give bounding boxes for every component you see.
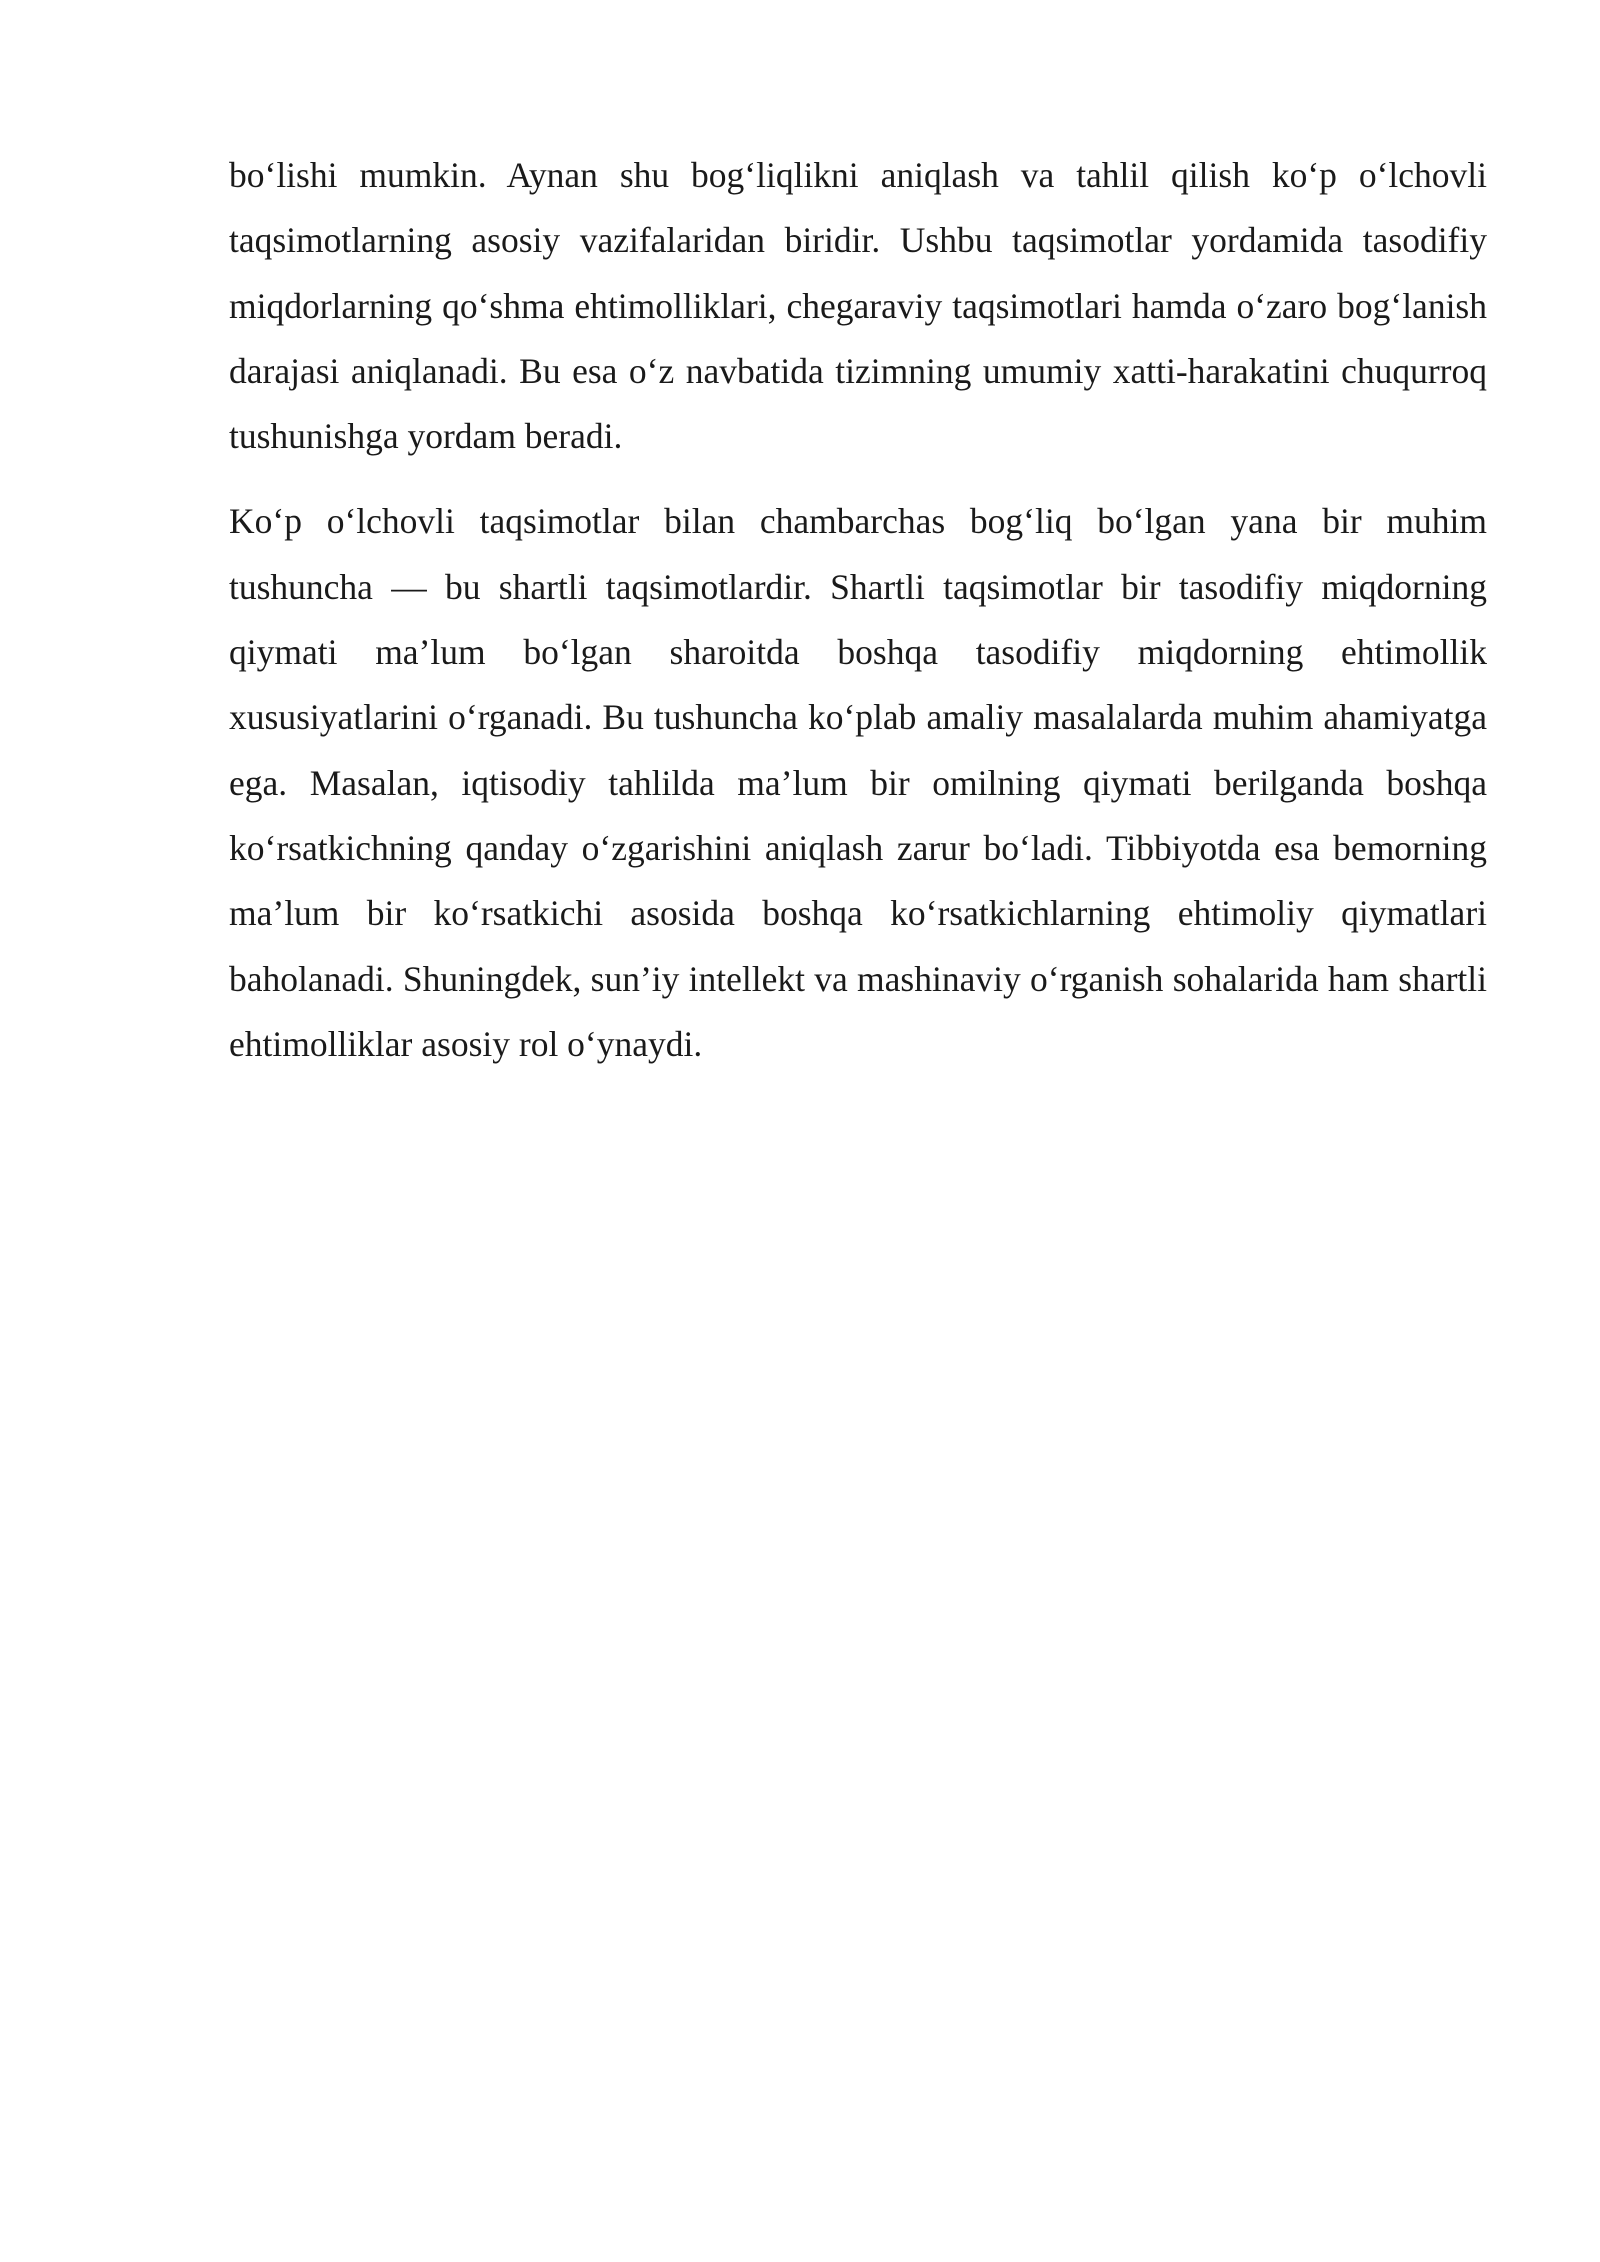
paragraph-2: Ko‘p o‘lchovli taqsimotlar bilan chambarchas bog‘liq bo‘lgan yana bir muhim tushuncha — bu shartli taqsimotlardir. Shartli taqsimotlar bir tasodifiy miqdorning qiymati ma’lum bo‘lgan sharoitda boshqa tasodifiy miqdorning ehtimollik xususiyatlarini o‘rganadi. Bu tushuncha ko‘plab amaliy masalalarda muhim ahamiyatga ega. Masalan, iqtisodiy tahlilda ma’lum bir omilning qiymati berilganda boshqa ko‘rsatkichning qanday o‘zgarishini aniqlash zarur bo‘ladi. Tibbiyotda esa bemorning ma’lum bir ko‘rsatkichi asosida boshqa ko‘rsatkichlarning ehtimoliy qiymatlari baholanadi. Shuningdek, sun’iy intellekt va mashinaviy o‘rganish sohalarida ham shartli ehtimolliklar asosiy rol o‘ynaydi. <box>229 501 1487 1064</box>
paragraph-1: bo‘lishi mumkin. Aynan shu bog‘liqlikni aniqlash va tahlil qilish ko‘p o‘lchovli taqsimotlarning asosiy vazifalaridan biridir. Ushbu taqsimotlar yordamida tasodifiy miqdorlarning qo‘shma ehtimolliklari, chegaraviy taqsimotlari hamda o‘zaro bog‘lanish darajasi aniqlanadi. Bu esa o‘z navbatida tizimning umumiy xatti-harakatini chuqurroq tushunishga yordam beradi. <box>229 155 1487 457</box>
body-text <box>229 143 1487 1097</box>
